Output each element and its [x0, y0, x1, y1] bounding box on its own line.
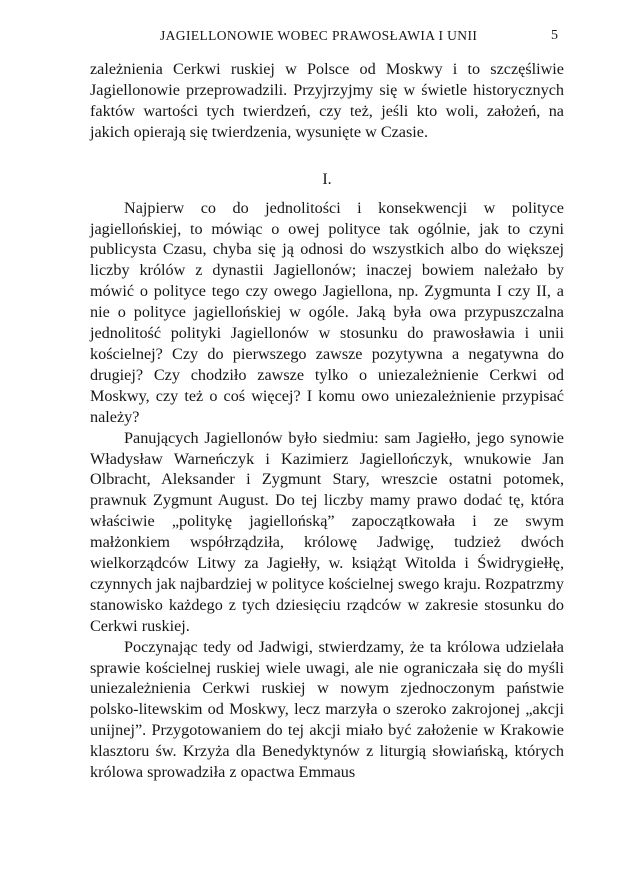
- main-text: [90, 59, 564, 783]
- intro-paragraph: zależnienia Cerkwi ruskiej w Polsce od Moskwy i to szczęśliwie Jagiellonowie przeprowadzili. Przyjrzyjmy się w świetle historycznych faktów wartości tych twierdzeń, czy też, jeśli kto woli, założeń, na jakich opierają się twierdzenia, wysunięte w Czasie.: [90, 60, 564, 141]
- page-number: 5: [551, 28, 558, 43]
- section-number: I.: [322, 170, 332, 188]
- running-title: JAGIELLONOWIE WOBEC PRAWOSŁAWIA I UNII: [160, 28, 478, 43]
- paragraph-2: Panujących Jagiellonów było siedmiu: sam Jagiełło, jego synowie Władysław Warneńczyk i Kazimierz Jagiellończyk, wnukowie Jan Olbracht, Aleksander i Zygmunt Stary, wreszcie ostatni potomek, prawnuk Zygmunt August. Do tej liczby mamy prawo dodać tę, która właściwie „politykę jagiellońską” zapoczątkowała i ze swym małżonkiem współrządziła, królowę Jadwigę, tudzież dwóch wielkorządców Litwy za Jagiełły, w. książąt Witolda i Świdrygiełłę, czynnych jak najbardziej w polityce kościelnej swego kraju. Rozpatrzmy stanowisko każdego z tych dziesięciu rządców w zakresie stosunku do Cerkwi ruskiej.: [90, 428, 564, 635]
- paragraph-3: Poczynając tedy od Jadwigi, stwierdzamy, że ta królowa udzielała sprawie kościelnej ruskiej wiele uwagi, ale nie ograniczała się do myśli uniezależnienia Cerkwi ruskiej w nowym zjednoczonym państwie polsko-litewskim od Moskwy, lecz marzyła o szeroko zakrojonej „akcji unijnej”. Przygotowaniem do tej akcji miało być założenie w Krakowie klasztoru św. Krzyża dla Benedyktynów z liturgią słowiańską, których królowa sprowadziła z opactwa Emmaus: [90, 637, 564, 782]
- paragraph-1: Najpierw co do jednolitości i konsekwencji w polityce jagiellońskiej, to mówiąc o owej polityce tak ogólnie, jak to czyni publicysta Czasu, chyba się ją odnosi do wszystkich albo do większej liczby królów z dynastii Jagiellonów; inaczej bowiem należało by mówić o polityce tego czy owego Jagiellona, np. Zygmunta I czy II, a nie o polityce jagiellońskiej w ogóle. Jaką była owa przypuszczalna jednolitość polityki Jagiellonów w stosunku do prawosławia i unii kościelnej? Czy do pierwszego zawsze pozytywna a negatywna do drugiej? Czy chodziło zawsze tylko o uniezależnienie Cerkwi od Moskwy, czy też o coś więcej? I komu owo uniezależnienie przypisać należy?: [90, 198, 564, 426]
